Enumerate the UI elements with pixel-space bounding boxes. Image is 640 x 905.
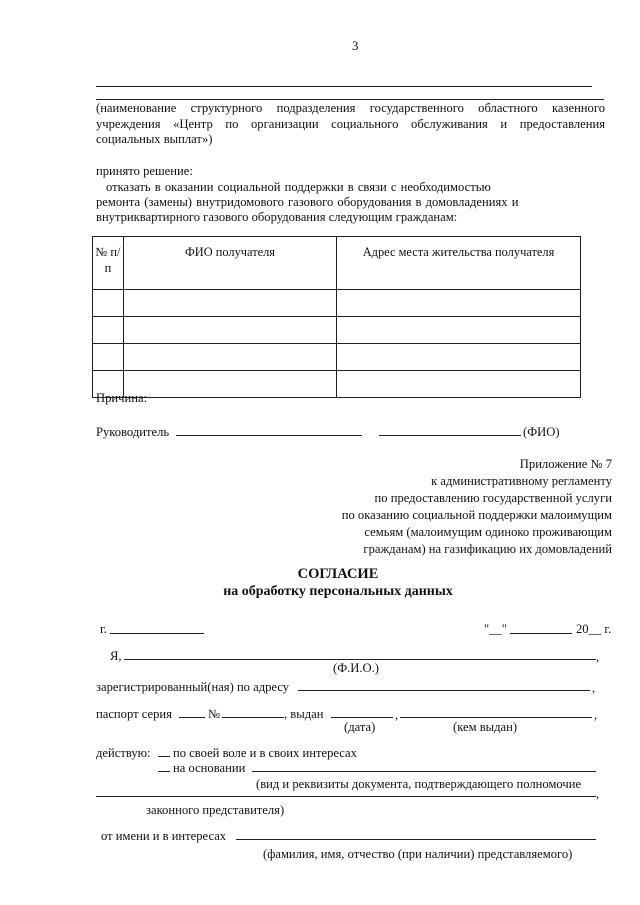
legal-rep-caption: законного представителя): [146, 803, 285, 817]
issued-date-blank[interactable]: [331, 717, 393, 718]
recipients-table: [92, 236, 581, 398]
table-row: [93, 290, 581, 317]
org-caption-line-2: учреждения «Центр по организации социального обслуживания и предоставления: [96, 116, 605, 131]
passport-series-blank[interactable]: [179, 717, 205, 718]
basis-document-blank[interactable]: [252, 771, 596, 772]
page-number: 3: [352, 38, 359, 53]
issued-label: , выдан: [284, 707, 324, 721]
fio-label: (ФИО): [523, 425, 560, 439]
on-behalf-label: от имени и в интересах: [101, 829, 227, 843]
date-caption: (дата): [344, 720, 376, 734]
date-day[interactable]: "__": [484, 622, 507, 636]
date-month-blank[interactable]: [510, 633, 572, 634]
city-blank[interactable]: [110, 633, 204, 634]
appendix-line-6: гражданам) на газификацию их домовладений: [363, 542, 612, 556]
table-cell[interactable]: [337, 317, 581, 344]
appendix-line-2: к административному регламенту: [431, 474, 612, 488]
head-label: Руководитель: [96, 425, 170, 439]
appendix-line-5: семьям (малоимущим одиноко проживающим: [364, 525, 612, 539]
org-name-blank-2[interactable]: [96, 99, 604, 100]
table-cell[interactable]: [124, 290, 337, 317]
represented-person-blank[interactable]: [236, 839, 596, 840]
table-cell[interactable]: [93, 344, 124, 371]
ya-label: Я,: [110, 649, 122, 663]
issuer-caption: (кем выдан): [453, 720, 518, 734]
decision-label: принято решение:: [96, 164, 193, 178]
date-year[interactable]: 20__ г.: [576, 622, 612, 636]
issuer-blank[interactable]: [400, 717, 592, 718]
registered-label: зарегистрированный(ная) по адресу: [96, 680, 290, 694]
basis-checkbox[interactable]: [158, 771, 170, 772]
comma: ,: [594, 708, 598, 722]
org-caption: [96, 101, 605, 148]
appendix-line-3: по предоставлению государственной услуги: [374, 491, 612, 505]
table-cell[interactable]: [337, 344, 581, 371]
reason-label: Причина:: [96, 391, 148, 405]
document-caption: (вид и реквизиты документа, подтверждающего полномочие: [256, 777, 582, 791]
comma: ,: [592, 681, 596, 695]
consent-title: СОГЛАСИЕ: [297, 566, 379, 582]
passport-series-label: паспорт серия: [96, 707, 172, 721]
comma: ,: [596, 650, 600, 664]
table-cell[interactable]: [337, 371, 581, 398]
table-cell[interactable]: [93, 290, 124, 317]
column-fio-header: ФИО получателя: [124, 237, 337, 290]
fio-blank[interactable]: [124, 659, 596, 660]
refusal-line-1: отказать в оказании социальной поддержки в связи с необходимостью: [106, 180, 491, 194]
head-signature-blank[interactable]: [176, 435, 362, 436]
org-caption-line-1: (наименование структурного подразделения государственного областного казенного: [96, 101, 605, 115]
head-fio-blank[interactable]: [379, 435, 521, 436]
column-number-header: № п/п: [93, 237, 124, 290]
table-cell[interactable]: [124, 344, 337, 371]
acting-label: действую:: [96, 746, 151, 760]
table-row: [93, 344, 581, 371]
org-name-blank-1[interactable]: [96, 86, 592, 87]
table-cell[interactable]: [124, 317, 337, 344]
own-will-checkbox[interactable]: [158, 756, 170, 757]
passport-number-blank[interactable]: [222, 717, 284, 718]
city-prefix: г.: [100, 622, 107, 636]
basis-option: на основании: [173, 761, 246, 775]
table-cell[interactable]: [93, 317, 124, 344]
consent-subtitle: на обработку персональных данных: [223, 584, 453, 599]
table-row: [93, 317, 581, 344]
column-address-header: Адрес места жительства получателя: [337, 237, 581, 290]
table-row: [93, 371, 581, 398]
table-cell[interactable]: [124, 371, 337, 398]
appendix-line-4: по оказанию социальной поддержки малоимущим: [341, 508, 612, 522]
refusal-line-2: ремонта (замены) внутридомового газового оборудования в домовладениях и: [96, 195, 519, 209]
refusal-line-3: внутриквартирного газового оборудования следующим гражданам:: [96, 210, 458, 224]
comma: ,: [596, 787, 600, 801]
fio-caption: (Ф.И.О.): [333, 661, 379, 675]
org-caption-line-3: социальных выплат»): [96, 132, 213, 147]
appendix-block: [342, 456, 612, 558]
passport-number-label: №: [208, 707, 221, 721]
document-continuation-blank[interactable]: [96, 796, 596, 797]
represented-caption: (фамилия, имя, отчество (при наличии) представляемого): [263, 847, 573, 861]
own-will-option: по своей воле и в своих интересах: [173, 746, 357, 760]
table-cell[interactable]: [337, 290, 581, 317]
address-blank[interactable]: [298, 690, 590, 691]
table-header-row: [93, 237, 581, 290]
comma: ,: [395, 708, 399, 722]
appendix-line-1: Приложение № 7: [519, 457, 612, 471]
